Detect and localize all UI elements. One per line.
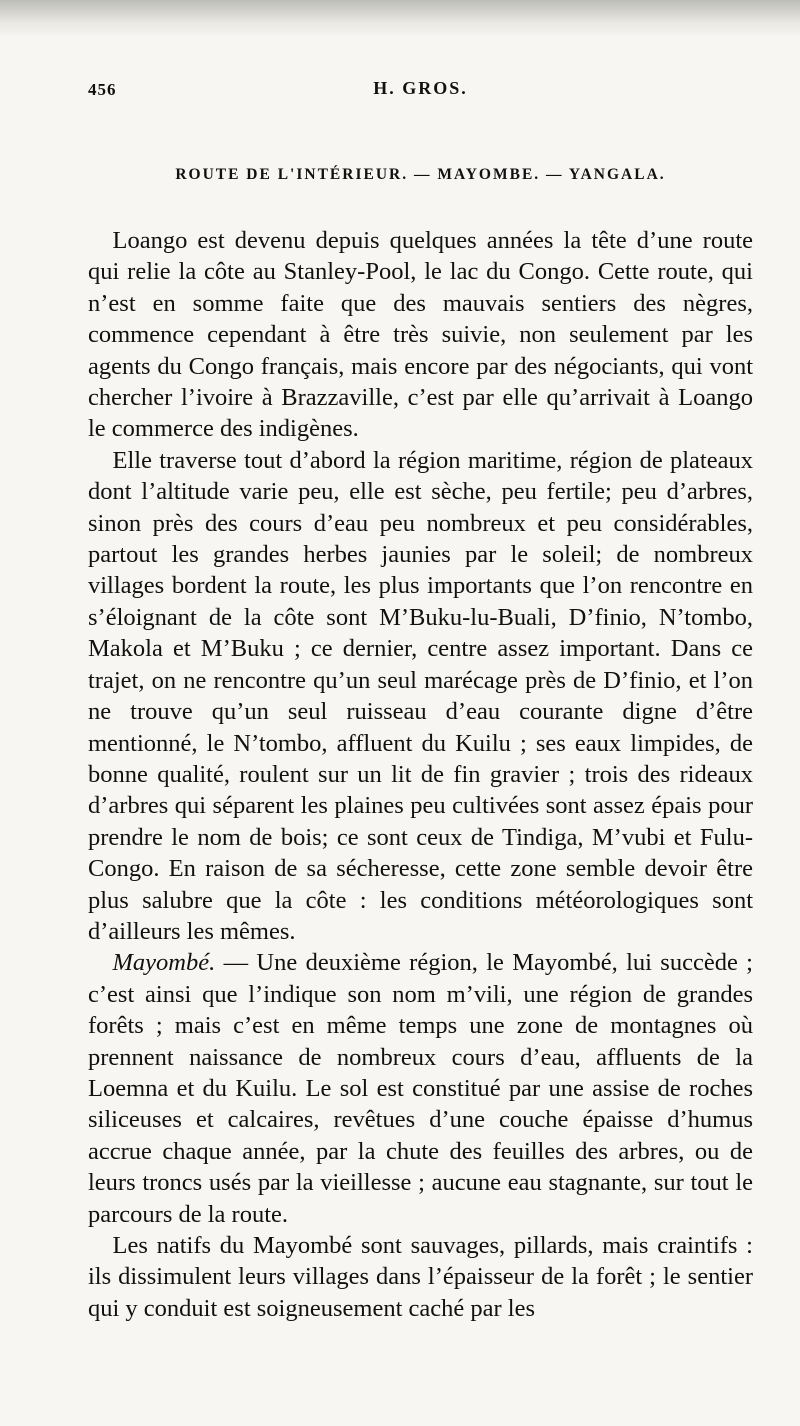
paragraph-text: Les natifs du Mayombé sont sauvages, pillards, mais craintifs : ils dissimulent leurs villages dans l’épaisseur de la forêt ; le sentier qui y conduit est soigneusement caché par les [88, 1232, 753, 1322]
page-top-shadow [0, 0, 800, 38]
paragraph-text: — Une deuxième région, le Mayombé, lui succède ; c’est ainsi que l’indique son nom m’vili, une région de grandes forêts ; mais c’est en même temps une zone de montagnes où prennent naissance de nombreux cours d’eau, affluents de la Loemna et du Kuilu. Le sol est constitué par une assise de roches siliceuses et calcaires, revêtues d’une couche épaisse d’humus accrue chaque année, par la chute des feuilles des arbres, ou de leurs troncs usés par la vieillesse ; aucune eau stagnante, sur tout le parcours de la route. [88, 949, 753, 1228]
running-head: H. GROS. [373, 78, 468, 98]
paragraph [88, 225, 753, 445]
page-number: 456 [88, 80, 117, 99]
section-heading: ROUTE DE L'INTÉRIEUR. — MAYOMBE. — YANGALA. [175, 166, 666, 183]
paragraph-text: Elle traverse tout d’abord la région maritime, région de plateaux dont l’altitude varie peu, elle est sèche, peu fertile; peu d’arbres, sinon près des cours d’eau peu nombreux et peu considérables, partout les grandes herbes jaunies par le soleil; de nombreux villages bordent la route, les plus importants que l’on rencontre en s’éloignant de la côte sont M’Buku-lu-Buali, D’finio, N’tombo, Makola et M’Buku ; ce dernier, centre assez important. Dans ce trajet, on ne rencontre qu’un seul marécage près de D’finio, et l’on ne trouve qu’un seul ruisseau d’eau courante digne d’être mentionné, le N’tombo, affluent du Kuilu ; ses eaux limpides, de bonne qualité, roulent sur un lit de fin gravier ; trois des rideaux d’arbres qui séparent les plaines peu cultivées sont assez épais pour prendre le nom de bois; ce sont ceux de Tindiga, M’vubi et Fulu-Congo. En raison de sa sécheresse, cette zone semble devoir être plus salubre que la côte : les conditions météorologiques sont d’ailleurs les mêmes. [88, 446, 753, 945]
paragraph [88, 1230, 753, 1324]
page-header [88, 72, 753, 102]
body-text [88, 225, 753, 1324]
paragraph [88, 947, 753, 1230]
paragraph-subtitle: Mayombé. [112, 949, 216, 977]
paragraph [88, 445, 753, 948]
paragraph-text: Loango est devenu depuis quelques années la tête d’une route qui relie la côte au Stanley-Pool, le lac du Congo. Cette route, qui n’est en somme faite que des mauvais sentiers des nègres, commence cependant à être très suivie, non seulement par les agents du Congo français, mais encore par des négociants, qui vont chercher l’ivoire à Brazzaville, c’est par elle qu’arrivait à Loango le commerce des indigènes. [88, 227, 753, 443]
